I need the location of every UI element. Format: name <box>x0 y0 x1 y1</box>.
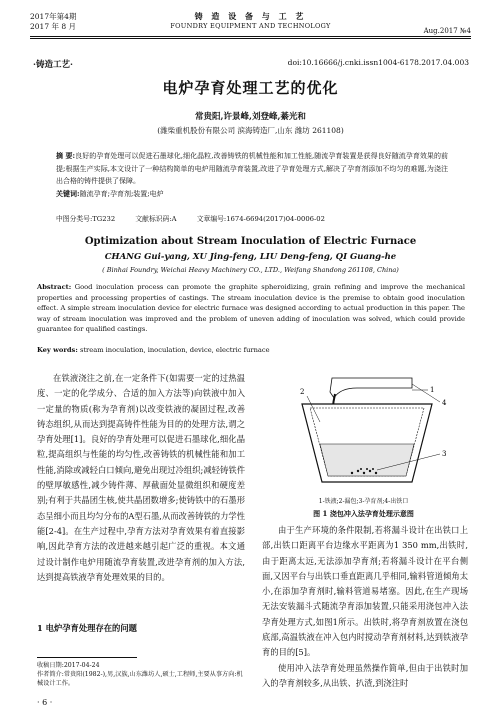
document-code: 文献标识码:A <box>135 215 177 223</box>
english-abstract-label: Abstract: <box>37 283 72 291</box>
abstract-text: 良好的孕育处理可以促进石墨球化,细化晶粒,改善铸铁的机械性能和加工性能,随流孕育装置是获得良好随流孕育效果的前提;根据生产实际,本文设计了一种结构简单的电炉用随流孕育装置,改进了孕育处理方式,解决了孕育剂添加不均匀的难题,为浇注出合格的铸件提供了保障。 <box>56 152 448 185</box>
right-paragraph-1: 由于生产环境的条件限制,若将漏斗设计在出铁口上部,出铁口距离平台边缘水平距离为1 350 mm,出铁时,由于距离太远,无法添加孕育剂;若将漏斗设计在平台侧面,又因平台与出铁口垂直距离几乎相同,输料管道倾角太小,在添加孕育剂时,输料管道易堵塞。因此,在生产现场无法安装漏斗式随流孕育添加装置,只能采用浇包冲入法孕育处理方式,如图1所示。出铁时,将孕育剂放置在浇包底部,高温铁液在冲入包内时搅动孕育剂材料,达到铁液孕育的目的[5]。 <box>262 525 468 658</box>
molten-iron <box>320 444 414 476</box>
keywords-text: 随流孕育;孕育剂;装置;电炉 <box>79 189 164 198</box>
journal-name-cn: 铸 造 设 备 与 工 艺 <box>194 11 307 21</box>
english-keywords-label: Key words: <box>37 346 78 354</box>
section-label: ·铸造工艺· <box>33 60 73 70</box>
english-keywords-text: stream inoculation, inoculation, device, electric furnace <box>79 346 270 354</box>
english-authors: CHANG Gui-yang, XU Jing-feng, LIU Deng-feng, QI Guang-he <box>104 252 397 262</box>
figure-caption: 图 1 浇包冲入法孕育处理示意图 <box>313 509 414 518</box>
furnace-spout <box>330 378 412 398</box>
body-right-column <box>262 523 468 691</box>
footnote <box>37 661 247 688</box>
issue-info-right: Aug.2017 №4 <box>423 27 471 35</box>
page-number: · 6 · <box>37 698 53 707</box>
figure-label-4: 4 <box>442 399 447 407</box>
author-bio: 作者简介:常贵阳(1982-),男,汉族,山东潍坊人,硕士,工程师,主要从事方向:机械设计工作。 <box>37 671 243 687</box>
header-rule <box>30 36 471 37</box>
figure-label-2: 2 <box>300 388 305 396</box>
article-title: 电炉孕育处理工艺的优化 <box>162 79 339 97</box>
english-abstract-text: Good inoculation process can promote the graphite spheroidizing, grain refining and improve the mechanical properties and processing properties of castings. The stream inoculation device is the premise to obtain good inoculation effect. A simple stream inoculation device for electric furnace was designed according to actual production in this paper. The way of stream inoculation was improved and the problem of uneven adding of inoculation was solved, which could provide guarantee for qualified castings. <box>37 283 465 333</box>
clc-number: 中图分类号:TG232 <box>56 215 116 223</box>
article-number: 文章编号:1674-6694(2017)04-0006-02 <box>196 215 325 223</box>
figure-label-3: 3 <box>442 450 447 458</box>
english-keywords <box>37 346 465 354</box>
intro-paragraph: 在铁液浇注之前,在一定条件下(如需要一定的过热温度、一定的化学成分、合适的加入方法等)向铁液中加入一定量的物质(称为孕育剂)以改变铁液的凝固过程,改善铸态组织,从而达到提高铸件性能为目的的处理方法,谓之孕育处理[1]。良好的孕育处理可以促进石墨球化,细化晶粒,提高组织与性能的均匀性,改善铸铁的机械性能和加工性能,消除或减轻白口倾向,避免出现过冷组织;减轻铸铁件的壁厚敏感性,减少铸件薄、厚截面处显微组织和硬度差别;有利于共晶团生核,使共晶团数增多;使铸铁中的石墨形态呈细小而且均匀分布的A型石墨,从而改善铸铁的力学性能[2-4]。在生产过程中,孕育方法对孕育效果有着直接影响,因此孕育方法的改进越来越引起广泛的重视。本文通过设计制作电炉用随流孕育装置,改进孕育剂的加入方法,达到提高铁液孕育处理效果的目的。 <box>37 373 245 582</box>
body-left-column <box>37 371 245 585</box>
ladle-inoculation-figure <box>262 374 465 494</box>
figure-label-1: 1 <box>430 386 435 394</box>
article-affiliation: (潍柴重机股份有限公司 滨海铸造厂,山东 潍坊 261108) <box>157 126 344 135</box>
header-rule-thin <box>30 38 471 39</box>
footnote-rule <box>37 657 137 658</box>
journal-name-en: FOUNDRY EQUIPMENT AND TECHNOLOGY <box>170 22 331 30</box>
english-abstract <box>37 282 465 335</box>
abstract-cn <box>56 150 448 200</box>
article-authors: 常贵阳,许景峰,刘登峰,綦光和 <box>195 112 306 122</box>
issue-date: 2017 年 8 月 <box>30 22 77 31</box>
issue-year-number: 2017年第4期 <box>30 12 77 21</box>
doi[interactable]: doi:10.16666/j.cnki.issn1004-6178.2017.04.003 <box>287 58 469 67</box>
right-paragraph-2: 使用冲入法孕育处理虽然操作简单,但由于出铁时加入的孕育剂较多,从出铁、扒渣,到浇注时 <box>262 662 468 688</box>
keywords-label: 关键词: <box>56 188 80 198</box>
section-heading-1: 1 电炉孕育处理存在的问题 <box>37 623 137 633</box>
abstract-label: 摘 要: <box>56 151 76 160</box>
received-date: 收稿日期:2017-04-24 <box>37 662 100 669</box>
english-title: Optimization about Stream Inoculation of Electric Furnace <box>84 236 417 247</box>
classification-row <box>56 213 343 223</box>
figure-legend: 1-铁液;2-漏包;3-孕育剂;4-出铁口 <box>318 498 409 505</box>
english-affiliation: ( Binhai Foundry, Weichai Heavy Machinery CO., LTD., Weifang Shandong 261108, China) <box>102 266 399 274</box>
